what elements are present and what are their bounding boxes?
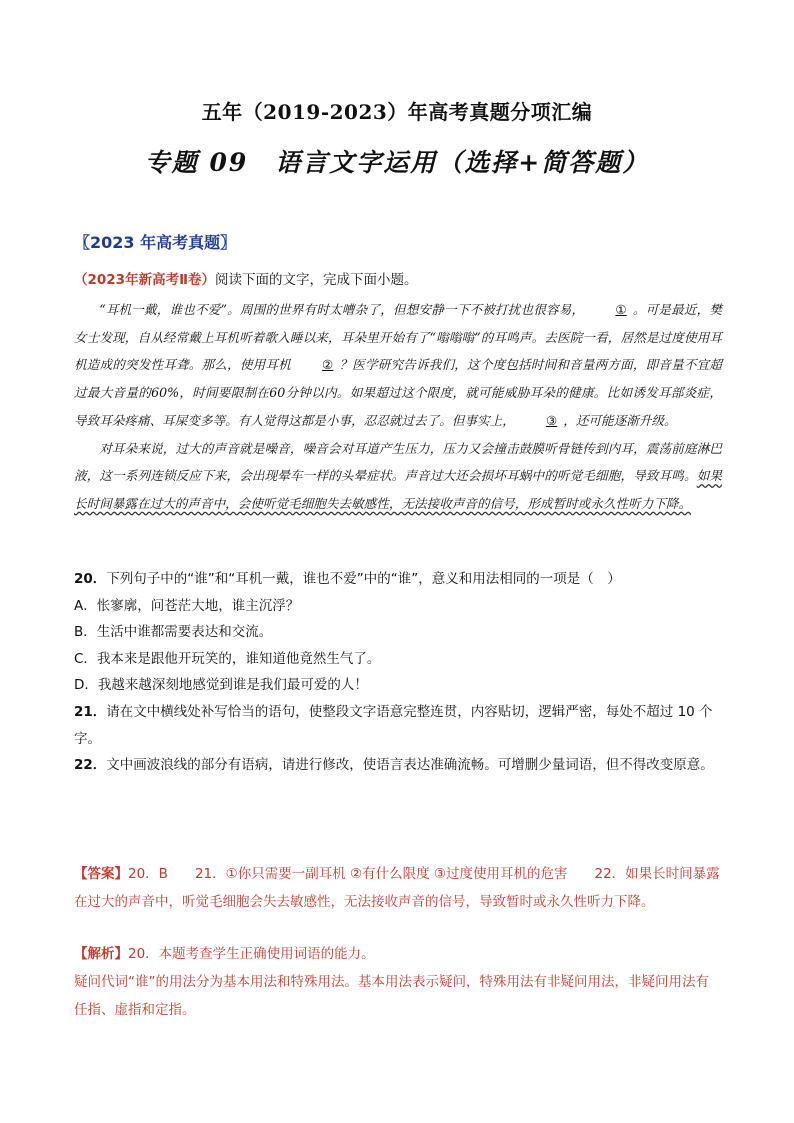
question-21 [74,699,722,752]
question-text: 文中画波浪线的部分有语病，请进行修改，使语言表达准确流畅。可增删少量词语，但不得改变原意。 [106,757,714,774]
document-subtitle: 专题 09 语言文字运用（选择+简答题） [144,148,650,177]
option-text: 我越来越深刻地感觉到谁是我们最可爱的人！ [97,677,368,694]
passage-paragraph-2 [74,435,722,518]
blank-1: ① [615,302,627,317]
question-20 [74,566,722,593]
passage-text: “耳机一戴，谁也不爱”。周围的世界有时太嘈杂了，但想安静一下不被打扰也很容易， [99,302,585,317]
blank-2: ② [322,357,334,373]
passage-text: ？医学研究告诉我们，这个度包括时间和音量两方面，即音量不宜超过最大音量的60%，时间要限制在60分钟以内。如果超过这个限度，就可能威胁耳朵的健康。比如诱发耳部炎症，导致耳朵疼痛、耳屎变多等。有人觉得这都是小事，忍忍就过去了。但事实上， [74,357,723,428]
reading-passage [74,296,722,518]
question-source [74,268,417,288]
section-bracket-left: 〖 [74,233,91,252]
option-a [74,593,722,620]
source-instruction: 阅读下面的文字，完成下面小题。 [214,272,418,288]
answer-label: 【答案】 [74,866,128,882]
option-d [74,672,722,699]
option-letter: C． [74,650,97,667]
option-b [74,619,722,646]
analysis-label: 【解析】 [74,946,128,962]
option-text: 怅寥廓，问苍茫大地，谁主沉浮？ [96,597,300,614]
document-title: 五年（2019-2023）年高考真题分项汇编 [201,100,593,124]
option-c [74,646,722,673]
question-number: 22． [74,757,107,774]
passage-paragraph-1 [74,296,722,435]
passage-text: ，还可能逐渐升级。 [563,412,677,428]
question-text: 下列句子中的“谁”和“耳机一戴，谁也不爱”中的“谁”，意义和用法相同的一项是（ ） [106,571,621,587]
question-22 [74,752,722,779]
answer-block [74,860,722,916]
option-text: 生活中谁都需要表达和交流。 [96,624,273,641]
passage-text: 。可是最近，樊女士发现，自从经常戴上耳机听着歌入睡以来，耳朵里开始有了“嗡嗡嗡”的耳鸣声。去医院一看，居然是过度使用耳机造成的突发性耳聋。那么，使用耳机 [74,302,722,373]
analysis-block [74,940,722,1024]
option-text: 我本来是跟他开玩笑的，谁知道他竟然生气了。 [96,650,381,667]
section-heading [74,230,236,253]
option-letter: A． [74,597,97,614]
analysis-line-2: 疑问代词“谁”的用法分为基本用法和特殊用法。基本用法表示疑问，特殊用法有非疑问用法，非疑问用法有任指、虚指和定指。 [74,974,709,1018]
option-letter: D． [74,677,98,694]
question-text: 请在文中横线处补写恰当的语句，使整段文字语意完整连贯，内容贴切，逻辑严密，每处不超过 10 个字。 [74,703,713,747]
analysis-line-1: 20．本题考查学生正确使用词语的能力。 [128,946,375,962]
source-tag: （2023年新高考Ⅱ卷） [74,272,215,288]
questions [74,566,722,779]
question-number: 20． [74,571,107,587]
question-number: 21． [74,703,107,720]
blank-3: ③ [545,412,558,428]
section-label: 2023 年高考真题 [90,233,221,252]
answer-text: 20．B 21．①你只需要一副耳机 ②有什么限度 ③过度使用耳机的危害 22．如果长时间暴露在过大的声音中，听觉毛细胞会失去敏感性，无法接收声音的信号，导致暂时或永久性听力下降。 [74,866,720,910]
wavy-underlined-sentence: 如果长时间暴露在过大的声音中，会使听觉毛细胞失去敏感性，无法接收声音的信号，形成暂时或永久性听力下降。 [74,468,723,511]
passage-text: 对耳朵来说，过大的声音就是噪音，噪音会对耳道产生压力，压力又会撞击鼓膜听骨链传到内耳，震荡前庭淋巴液，这一系列连锁反应下来，会出现晕车一样的头晕症状。声音过大还会损坏耳蜗中的听觉毛细胞，导致耳鸣。 [74,440,722,484]
section-bracket-right: 〗 [220,233,237,252]
option-letter: B． [74,624,97,641]
